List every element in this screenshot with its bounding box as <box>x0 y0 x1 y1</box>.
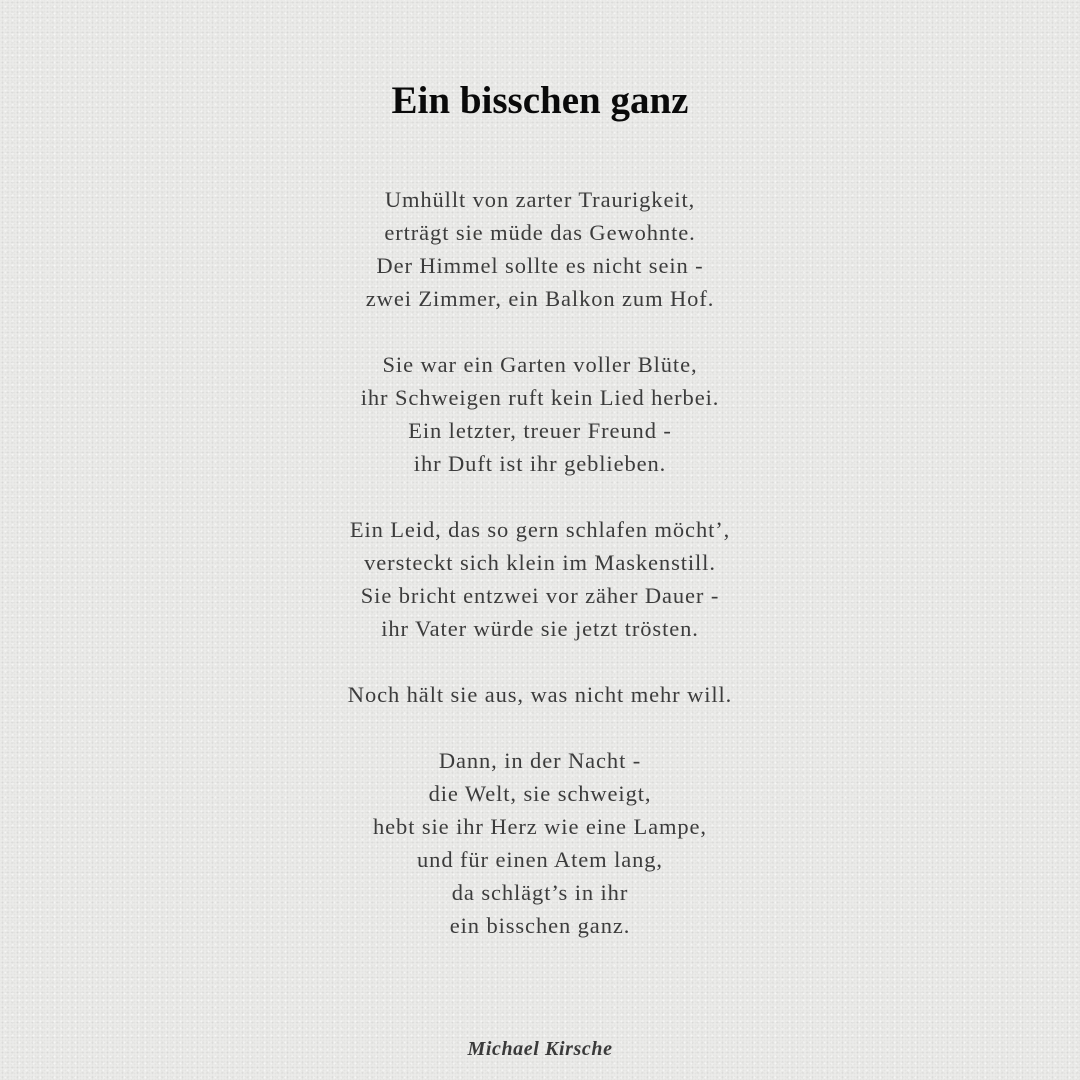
poem-line: zwei Zimmer, ein Balkon zum Hof. <box>365 286 715 311</box>
stanza-2 <box>0 348 1080 480</box>
poem-line: ihr Duft ist ihr geblieben. <box>413 451 667 476</box>
poem-line: Sie bricht entzwei vor zäher Dauer - <box>360 583 720 608</box>
author-signature: Michael Kirsche <box>467 1038 613 1060</box>
poem-line: Ein Leid, das so gern schlafen möcht’, <box>349 517 731 542</box>
stanza-4 <box>0 678 1080 711</box>
poem-line: und für einen Atem lang, <box>417 847 663 872</box>
poem-line: ihr Vater würde sie jetzt trösten. <box>381 616 699 641</box>
poem-line: Der Himmel sollte es nicht sein - <box>376 253 704 278</box>
poem-body <box>0 183 1080 975</box>
poem-line: ein bisschen ganz. <box>449 913 631 938</box>
poem-line: erträgt sie müde das Gewohnte. <box>384 220 696 245</box>
poem-line: da schlägt’s in ihr <box>451 880 629 905</box>
poem-line: Dann, in der Nacht - <box>438 748 642 773</box>
poem-line: Sie war ein Garten voller Blüte, <box>382 352 698 377</box>
poem-line: Noch hält sie aus, was nicht mehr will. <box>347 682 733 707</box>
stanza-5 <box>0 744 1080 942</box>
stanza-3 <box>0 513 1080 645</box>
stanza-1 <box>0 183 1080 315</box>
poem-title: Ein bisschen ganz <box>391 79 689 122</box>
poem-line: die Welt, sie schweigt, <box>428 781 652 806</box>
poem-line: Ein letzter, treuer Freund - <box>408 418 672 443</box>
poem-line: hebt sie ihr Herz wie eine Lampe, <box>373 814 707 839</box>
poem-line: Umhüllt von zarter Traurigkeit, <box>384 187 696 212</box>
poem-line: ihr Schweigen ruft kein Lied herbei. <box>360 385 720 410</box>
poem-line: versteckt sich klein im Maskenstill. <box>364 550 716 575</box>
